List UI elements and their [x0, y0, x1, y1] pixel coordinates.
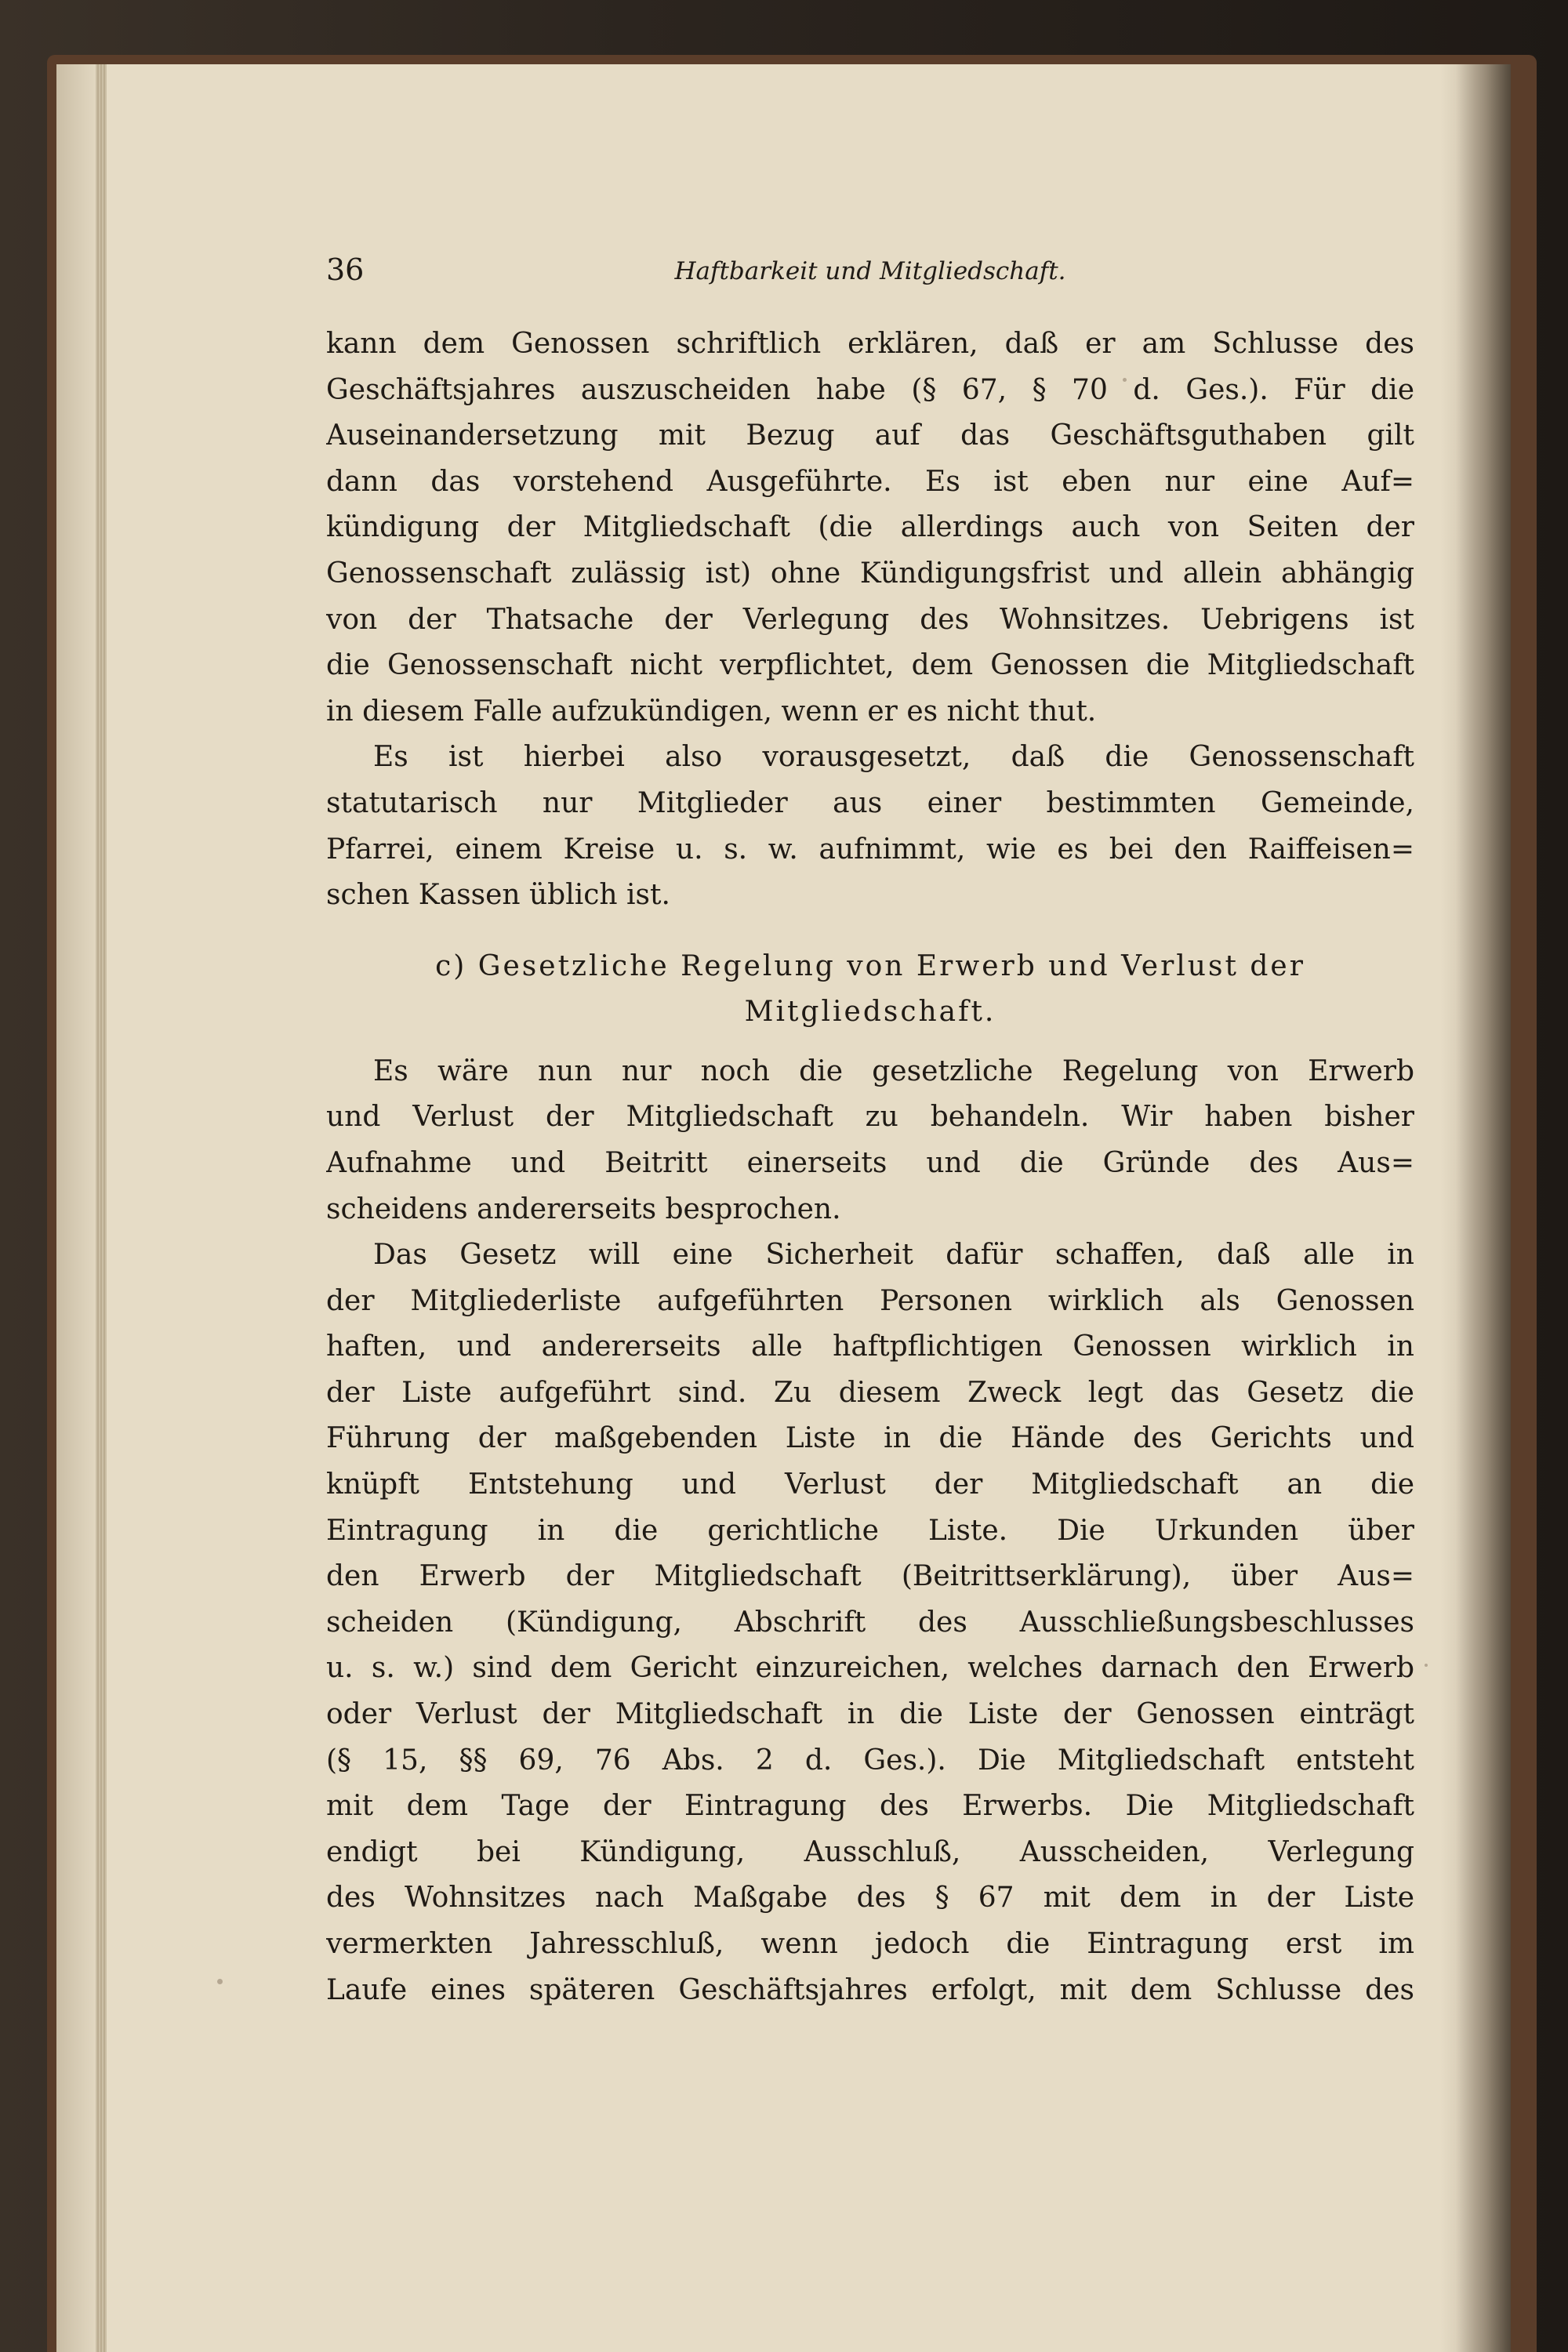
text-line: Geschäftsjahres auszuscheiden habe (§ 67, § 70 d. Ges.). Für die: [326, 373, 1414, 406]
text-line: Aufnahme und Beitritt einerseits und die Gründe des Aus=: [326, 1146, 1414, 1179]
text-line: kann dem Genossen schriftlich erklären, daß er am Schlusse des: [326, 328, 1414, 360]
text-line: oder Verlust der Mitgliedschaft in die Liste der Genossen einträgt: [326, 1698, 1414, 1731]
paragraph-assumption: [326, 735, 1414, 918]
text-line: knüpft Entstehung und Verlust der Mitgliedschaft an die: [326, 1468, 1414, 1501]
text-line: mit dem Tage der Eintragung des Erwerbs. Die Mitgliedschaft: [326, 1790, 1414, 1823]
page-header: [326, 252, 1414, 299]
text-line: haften, und andererseits alle haftpflichtigen Genossen wirklich in: [326, 1330, 1414, 1363]
text-line: die Genossenschaft nicht verpflichtet, dem Genossen die Mitgliedschaft: [326, 649, 1414, 682]
text-line: scheiden (Kündigung, Abschrift des Ausschließungsbeschlusses: [326, 1606, 1414, 1639]
text-line: der Mitgliederliste aufgeführten Personen wirklich als Genossen: [326, 1284, 1414, 1317]
running-title: Haftbarkeit und Mitgliedschaft.: [674, 257, 1066, 285]
body-text: [326, 321, 1414, 2013]
text-line: der Liste aufgeführt sind. Zu diesem Zweck legt das Gesetz die: [326, 1376, 1414, 1409]
text-line: Es wäre nun nur noch die gesetzliche Regelung von Erwerb: [373, 1054, 1414, 1087]
text-line: in diesem Falle aufzukündigen, wenn er es nicht thut.: [326, 695, 1097, 728]
section-heading-line-1: c) Gesetzliche Regelung von Erwerb und Verlust der: [435, 949, 1305, 982]
text-line: (§ 15, §§ 69, 76 Abs. 2 d. Ges.). Die Mitgliedschaft entsteht: [326, 1744, 1414, 1777]
paragraph-continued: [326, 321, 1414, 735]
section-heading: [326, 944, 1414, 1035]
text-line: u. s. w.) sind dem Gericht einzureichen, welches darnach den Erwerb: [326, 1652, 1414, 1685]
section-heading-line-2: Mitgliedschaft.: [744, 995, 996, 1028]
text-line: und Verlust der Mitgliedschaft zu behandeln. Wir haben bisher: [326, 1101, 1414, 1134]
text-line: Eintragung in die gerichtliche Liste. Die Urkunden über: [326, 1514, 1414, 1547]
text-line: vermerkten Jahresschluß, wenn jedoch die Eintragung erst im: [326, 1928, 1414, 1960]
text-line: Das Gesetz will eine Sicherheit dafür schaffen, daß alle in: [373, 1239, 1414, 1272]
text-line: endigt bei Kündigung, Ausschluß, Ausscheiden, Verlegung: [326, 1835, 1414, 1868]
text-line: des Wohnsitzes nach Maßgabe des § 67 mit dem in der Liste: [326, 1882, 1414, 1915]
text-line: Auseinandersetzung mit Bezug auf das Geschäftsguthaben gilt: [326, 419, 1414, 452]
page-number: 36: [326, 252, 365, 287]
text-line: schen Kassen üblich ist.: [326, 879, 670, 912]
text-line: statutarisch nur Mitglieder aus einer bestimmten Gemeinde,: [326, 786, 1414, 819]
text-line: scheidens andererseits besprochen.: [326, 1192, 841, 1225]
text-line: Pfarrei, einem Kreise u. s. w. aufnimmt, wie es bei den Raiffeisen=: [326, 833, 1414, 866]
binding-gutter-shadow: [1456, 64, 1511, 2352]
text-line: Laufe eines späteren Geschäftsjahres erfolgt, mit dem Schlusse des: [326, 1973, 1414, 2006]
text-line: Es ist hierbei also vorausgesetzt, daß die Genossenschaft: [373, 741, 1414, 774]
text-line: den Erwerb der Mitgliedschaft (Beitrittserklärung), über Aus=: [326, 1560, 1414, 1593]
text-line: dann das vorstehend Ausgeführte. Es ist eben nur eine Auf=: [326, 465, 1414, 498]
paragraph-law: [326, 1232, 1414, 2013]
text-line: Führung der maßgebenden Liste in die Hände des Gerichts und: [326, 1422, 1414, 1455]
paragraph-regulation: [326, 1049, 1414, 1232]
text-line: Genossenschaft zulässig ist) ohne Kündigungsfrist und allein abhängig: [326, 557, 1414, 590]
text-line: von der Thatsache der Verlegung des Wohnsitzes. Uebrigens ist: [326, 603, 1414, 636]
text-line: kündigung der Mitgliedschaft (die allerdings auch von Seiten der: [326, 511, 1414, 544]
page-edge-stack: [96, 64, 107, 2352]
